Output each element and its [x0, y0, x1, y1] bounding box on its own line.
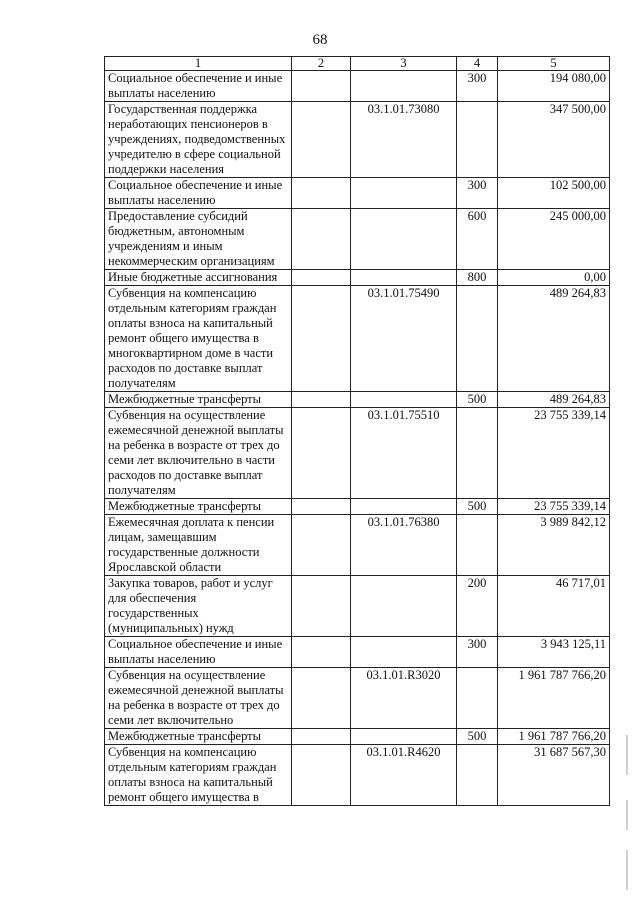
table-row [105, 745, 610, 806]
row-col2 [292, 637, 351, 668]
row-name: Предоставление субсидий бюджетным, автономным учреждениям и иным некоммерческим организациям [105, 209, 292, 270]
row-type [457, 668, 498, 729]
row-name: Субвенция на осуществление ежемесячной денежной выплаты на ребенка в возрасте от трех до семи лет включительно [105, 668, 292, 729]
row-amount: 245 000,00 [498, 209, 610, 270]
table-row [105, 729, 610, 745]
row-code: 03.1.01.75490 [351, 286, 457, 392]
column-header-1: 1 [105, 57, 292, 71]
row-name: Субвенция на компенсацию отдельным категориям граждан оплаты взноса на капитальный ремонт общего имущества в [105, 745, 292, 806]
row-type [457, 102, 498, 178]
table-row [105, 668, 610, 729]
row-col2 [292, 515, 351, 576]
row-amount: 1 961 787 766,20 [498, 729, 610, 745]
row-col2 [292, 286, 351, 392]
column-header-2: 2 [292, 57, 351, 71]
row-code: 03.1.01.R4620 [351, 745, 457, 806]
row-code: 03.1.01.R3020 [351, 668, 457, 729]
row-amount: 489 264,83 [498, 392, 610, 408]
row-type: 300 [457, 178, 498, 209]
row-code: 03.1.01.73080 [351, 102, 457, 178]
row-type [457, 745, 498, 806]
row-col2 [292, 392, 351, 408]
row-type [457, 286, 498, 392]
row-type: 300 [457, 637, 498, 668]
table-row [105, 515, 610, 576]
row-code [351, 178, 457, 209]
row-name: Межбюджетные трансферты [105, 392, 292, 408]
row-name: Социальное обеспечение и иные выплаты населению [105, 637, 292, 668]
budget-table [104, 56, 610, 806]
row-amount: 3 989 842,12 [498, 515, 610, 576]
row-code [351, 729, 457, 745]
row-col2 [292, 729, 351, 745]
row-code [351, 209, 457, 270]
row-name: Закупка товаров, работ и услуг для обеспечения государственных (муниципальных) нужд [105, 576, 292, 637]
row-code [351, 499, 457, 515]
row-type: 500 [457, 729, 498, 745]
table-row [105, 637, 610, 668]
table-row [105, 576, 610, 637]
row-code: 03.1.01.75510 [351, 408, 457, 499]
row-name: Ежемесячная доплата к пенсии лицам, замещавшим государственные должности Ярославской области [105, 515, 292, 576]
column-header-5: 5 [498, 57, 610, 71]
row-amount: 31 687 567,30 [498, 745, 610, 806]
row-name: Социальное обеспечение и иные выплаты населению [105, 178, 292, 209]
table-row [105, 209, 610, 270]
scan-edge-mark [626, 735, 628, 775]
column-header-3: 3 [351, 57, 457, 71]
table-body [105, 71, 610, 806]
row-col2 [292, 408, 351, 499]
row-col2 [292, 270, 351, 286]
header-row [105, 57, 610, 71]
row-type [457, 515, 498, 576]
row-name: Межбюджетные трансферты [105, 729, 292, 745]
table-row [105, 408, 610, 499]
row-col2 [292, 576, 351, 637]
row-amount: 1 961 787 766,20 [498, 668, 610, 729]
row-code [351, 270, 457, 286]
table-row [105, 71, 610, 102]
row-type: 200 [457, 576, 498, 637]
row-type: 800 [457, 270, 498, 286]
row-type: 500 [457, 499, 498, 515]
row-type: 600 [457, 209, 498, 270]
row-amount: 102 500,00 [498, 178, 610, 209]
row-code [351, 576, 457, 637]
table-row [105, 499, 610, 515]
row-col2 [292, 71, 351, 102]
row-amount: 489 264,83 [498, 286, 610, 392]
row-name: Субвенция на осуществление ежемесячной денежной выплаты на ребенка в возрасте от трех до семи лет включительно в части расходов по доставке выплат получателям [105, 408, 292, 499]
row-code [351, 637, 457, 668]
scan-edge-mark [626, 850, 628, 890]
table-row [105, 286, 610, 392]
row-amount: 194 080,00 [498, 71, 610, 102]
table-row [105, 392, 610, 408]
row-code [351, 71, 457, 102]
row-amount: 0,00 [498, 270, 610, 286]
row-name: Иные бюджетные ассигнования [105, 270, 292, 286]
row-col2 [292, 209, 351, 270]
row-amount: 23 755 339,14 [498, 499, 610, 515]
row-amount: 3 943 125,11 [498, 637, 610, 668]
row-name: Межбюджетные трансферты [105, 499, 292, 515]
table-row [105, 270, 610, 286]
row-type: 500 [457, 392, 498, 408]
row-amount: 347 500,00 [498, 102, 610, 178]
table-row [105, 178, 610, 209]
row-name: Государственная поддержка неработающих пенсионеров в учреждениях, подведомственных учредителю в сфере социальной поддержки населения [105, 102, 292, 178]
row-type [457, 408, 498, 499]
row-code: 03.1.01.76380 [351, 515, 457, 576]
page-number: 68 [312, 32, 328, 48]
row-amount: 46 717,01 [498, 576, 610, 637]
row-col2 [292, 102, 351, 178]
table-row [105, 102, 610, 178]
row-col2 [292, 178, 351, 209]
row-code [351, 392, 457, 408]
row-type: 300 [457, 71, 498, 102]
row-col2 [292, 745, 351, 806]
row-amount: 23 755 339,14 [498, 408, 610, 499]
column-header-4: 4 [457, 57, 498, 71]
row-name: Социальное обеспечение и иные выплаты населению [105, 71, 292, 102]
scan-edge-mark [626, 800, 628, 830]
row-col2 [292, 668, 351, 729]
row-name: Субвенция на компенсацию отдельным категориям граждан оплаты взноса на капитальный ремонт общего имущества в многоквартирном доме в части расходов по доставке выплат получателям [105, 286, 292, 392]
row-col2 [292, 499, 351, 515]
